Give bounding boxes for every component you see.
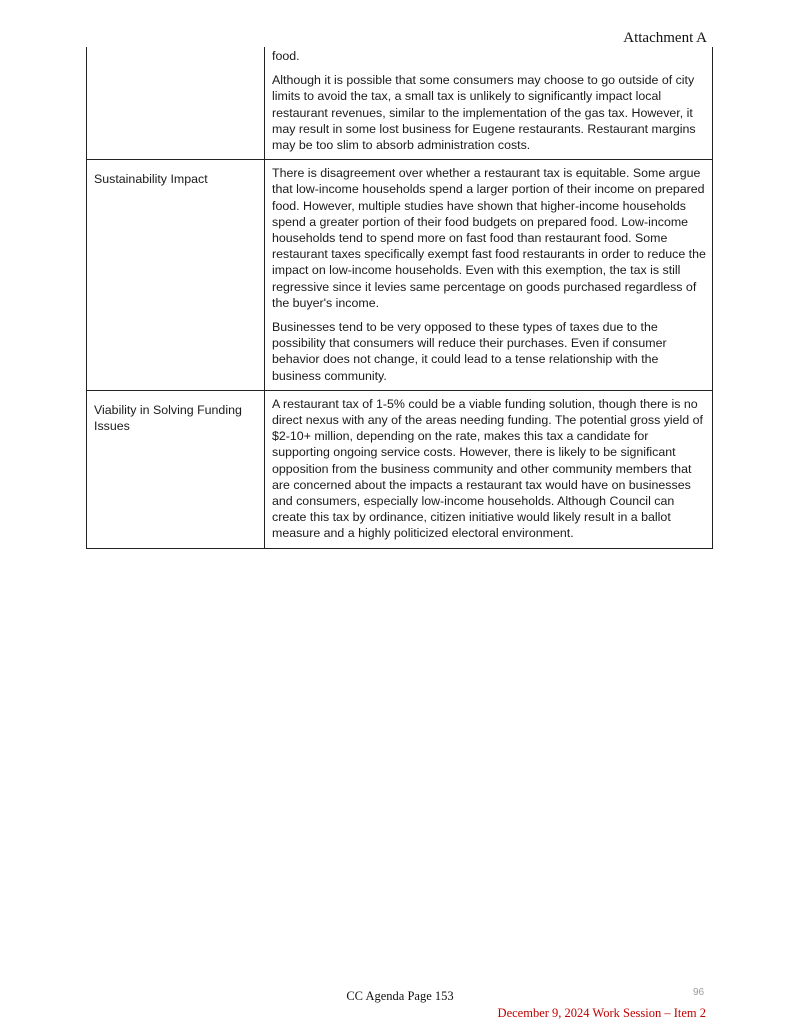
paragraph: A restaurant tax of 1-5% could be a viable funding solution, though there is no direct nexus with any of the areas needing funding. The potential gross yield of $2-10+ million, depending on the rate, makes this tax a candidate for supporting ongoing service costs. However, there is likely to be significant opposition from the business community and other community members that are concerned about the impacts a restaurant tax would have on businesses and consumers, especially low-income households. Although Council can create this tax by ordinance, citizen initiative would likely result in a ballot measure and a highly politicized electoral environment.	[272, 396, 703, 541]
row-content	[265, 160, 713, 391]
attachment-label: Attachment A	[623, 30, 707, 46]
table-row	[87, 160, 713, 391]
table-row	[87, 47, 713, 160]
row-label	[87, 47, 265, 160]
row-content	[265, 47, 713, 160]
paragraph: Businesses tend to be very opposed to these types of taxes due to the possibility that consumers will reduce their purchases. Even if consumer behavior does not change, it could lead to a tense relationship with the business community.	[272, 320, 667, 383]
table-row	[87, 390, 713, 548]
paragraph: food.	[272, 49, 300, 63]
paragraph: Although it is possible that some consumers may choose to go outside of city limits to avoid the tax, a small tax is unlikely to significantly impact local restaurant revenues, similar to the implementation of the gas tax. However, it may result in some lost business for Eugene restaurants. Restaurant margins may be too slim to absorb administration costs.	[272, 73, 696, 153]
row-label: Viability in Solving Funding Issues	[87, 390, 265, 548]
page-number: 96	[693, 987, 705, 998]
work-session-label: December 9, 2024 Work Session – Item 2	[497, 1006, 706, 1020]
restaurant-tax-table	[86, 47, 713, 549]
agenda-page-label: CC Agenda Page 153	[346, 989, 454, 1003]
row-label: Sustainability Impact	[87, 160, 265, 391]
row-content	[265, 390, 713, 548]
paragraph: There is disagreement over whether a restaurant tax is equitable. Some argue that low-income households spend a larger portion of their income on prepared food. However, multiple studies have shown that higher-income households spend a greater portion of their food budgets on prepared food. Low-income households tend to spend more on fast food than restaurant food. Some restaurant taxes specifically exempt fast food restaurants in order to reduce the impact on low-income households. Even with this exemption, the tax is still regressive since it levies same percentage on goods purchased regardless of the buyer's income.	[272, 166, 706, 310]
